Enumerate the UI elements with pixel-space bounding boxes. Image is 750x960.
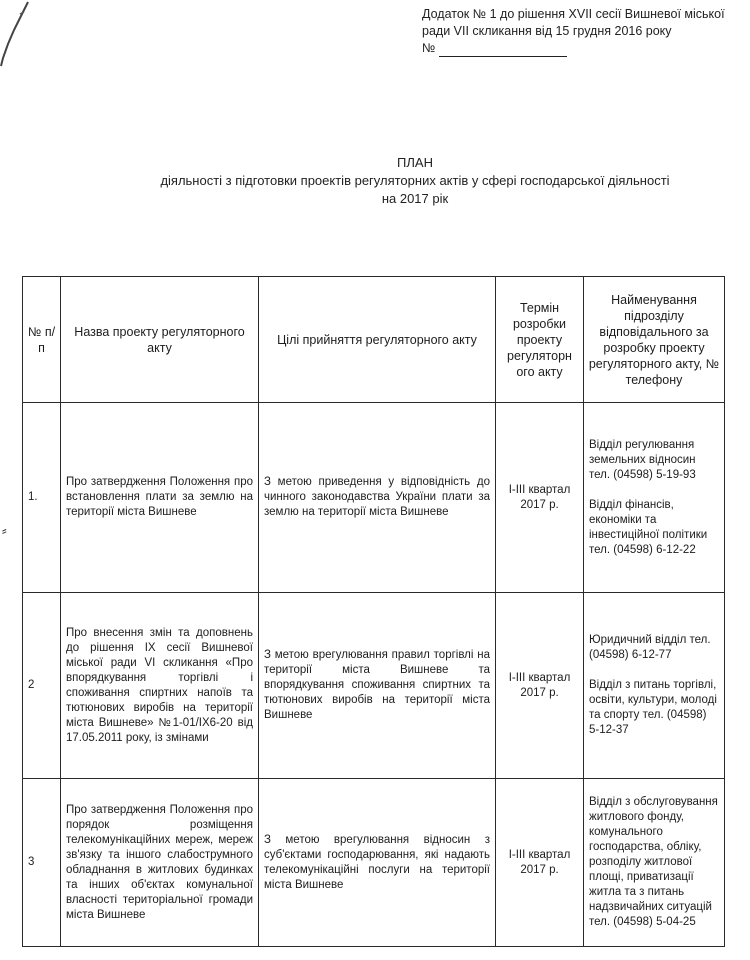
scan-artifact-mark xyxy=(0,0,30,70)
appendix-note xyxy=(422,6,732,57)
table-row xyxy=(23,593,725,779)
table-row xyxy=(23,403,725,593)
appendix-line-1: Додаток № 1 до рішення XVII сесії Вишневої міської xyxy=(422,7,725,21)
responsible-entry: Відділ фінансів, економіки та інвестиційної політики тел. (04598) 6-12-22 xyxy=(589,498,708,556)
row-goal: З метою врегулювання правил торгівлі на території міста Вишневе та впорядкування споживання спиртних та тютюнових виробів на території міста Вишневе xyxy=(259,593,496,779)
row-act-name: Про внесення змін та доповнень до рішення IX сесії Вишневої міської ради VI скликання «Про впорядкування торгівлі і споживання спиртних напоїв та тютюнових виробів на території міста Вишневе» №1-01/IX6-20 від 17.05.2011 року, із змінами xyxy=(61,593,259,779)
row-number: 2 xyxy=(23,593,61,779)
row-term: І-ІІІ квартал 2017 р. xyxy=(496,779,584,947)
appendix-line-2: ради VII скликання від 15 грудня 2016 року xyxy=(422,24,672,38)
header-term: Термін розробки проекту регуляторн ого акту xyxy=(496,277,584,403)
appendix-number-blank xyxy=(439,44,567,57)
header-goal: Цілі прийняття регуляторного акту xyxy=(259,277,496,403)
row-responsible xyxy=(584,593,725,779)
row-term: І-ІІІ квартал 2017 р. xyxy=(496,403,584,593)
appendix-number-line xyxy=(422,40,732,57)
header-responsible: Найменування підрозділу відповідального за розробку проекту регуляторного акту, № телефону xyxy=(584,277,725,403)
document-subtitle: діяльності з підготовки проектів регуляторних актів у сфері господарської діяльності xyxy=(160,173,670,188)
row-responsible xyxy=(584,779,725,947)
header-name: Назва проекту регуляторного акту xyxy=(61,277,259,403)
responsible-entry: Відділ регулювання земельних відносин тел. (04598) 5-19-93 xyxy=(589,438,696,481)
row-act-name: Про затвердження Положення про порядок розміщення телекомунікаційних мереж, мереж зв'язку та іншого слабострумного обладнання в житлових будинках та інших об'єктах комунальної власності територіальної громади міста Вишневе xyxy=(61,779,259,947)
document-heading: ПЛАН xyxy=(397,155,433,170)
table-row xyxy=(23,779,725,947)
document-year: на 2017 рік xyxy=(381,191,449,206)
appendix-number-label: № xyxy=(422,41,436,55)
row-act-name: Про затвердження Положення про встановлення плати за землю на території міста Вишневе xyxy=(61,403,259,593)
regulatory-plan-table xyxy=(22,276,725,947)
scan-artifact-tick: ⸗ xyxy=(2,523,7,539)
row-goal: З метою врегулювання відносин з суб'єктами господарювання, які надають телекомунікаційні послуги на території міста Вишневе xyxy=(259,779,496,947)
document-title-block xyxy=(100,154,730,208)
responsible-entry: Відділ з обслуговування житлового фонду, комунального господарства, обліку, розподілу житлової площі, приватизації житла та з питань надзвичайних ситуацій тел. (04598) 5-04-25 xyxy=(589,795,718,928)
table-header-row xyxy=(23,277,725,403)
row-term: І-ІІІ квартал 2017 р. xyxy=(496,593,584,779)
responsible-entry: Юридичний відділ тел. (04598) 6-12-77 xyxy=(589,634,711,661)
row-goal: З метою приведення у відповідність до чинного законодавства України плати за землю на території міста Вишневе xyxy=(259,403,496,593)
responsible-entry: Відділ з питань торгівлі, освіти, культури, молоді та спорту тел. (04598) 5-12-37 xyxy=(589,679,717,736)
row-number: 1. xyxy=(23,403,61,593)
row-responsible xyxy=(584,403,725,593)
header-num: № п/п xyxy=(23,277,61,403)
row-number: 3 xyxy=(23,779,61,947)
